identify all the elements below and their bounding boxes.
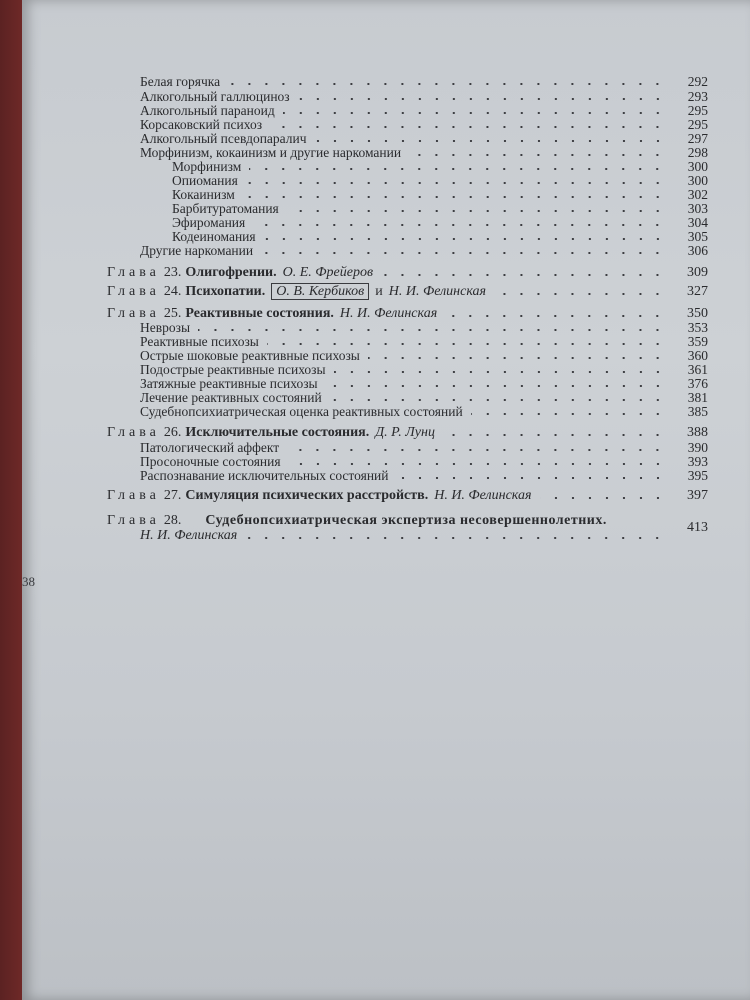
leader-dots xyxy=(264,238,666,240)
leader-dots xyxy=(381,274,666,276)
boxed-author: О. В. Кербиков xyxy=(271,283,369,300)
leader-dots xyxy=(397,477,667,479)
toc-entry: Просоночные состояния 393 xyxy=(140,454,708,469)
toc-entry: Морфинизм, кокаинизм и другие наркомании 298 xyxy=(140,145,708,160)
leader-dots xyxy=(368,357,666,359)
leader-dots xyxy=(261,252,666,254)
toc-entry: Опиомания 300 xyxy=(172,173,708,188)
leader-dots xyxy=(270,126,666,128)
toc-entry: Алкогольный псевдопаралич 297 xyxy=(140,131,708,146)
leader-dots xyxy=(540,497,666,499)
leader-dots xyxy=(289,463,666,465)
leader-dots xyxy=(245,537,666,539)
toc-entry: Неврозы 353 xyxy=(140,320,708,335)
leader-dots xyxy=(494,293,666,295)
table-of-contents xyxy=(22,0,750,1000)
toc-entry: Кокаинизм 302 xyxy=(172,187,708,202)
leader-dots xyxy=(246,182,666,184)
page-number: 38 xyxy=(22,574,35,589)
toc-entry: Белая горячка 292 xyxy=(140,74,708,89)
leader-dots xyxy=(334,371,666,373)
toc-entry: Алкогольный галлюциноз 293 xyxy=(140,89,708,104)
toc-entry: Эфиромания 304 xyxy=(172,215,708,230)
leader-dots xyxy=(443,434,666,436)
toc-entry: Острые шоковые реактивные психозы 360 xyxy=(140,348,708,363)
chapter-entry: Глава 28. Судебнопсихиатрическая экспертиза несовершеннолетних. xyxy=(107,513,607,528)
leader-dots xyxy=(228,83,666,85)
toc-entry: Реактивные психозы 359 xyxy=(140,334,708,349)
toc-entry: Барбитуратомания 303 xyxy=(172,201,708,216)
toc-entry: Алкогольный параноид 295 xyxy=(140,103,708,118)
leader-dots xyxy=(445,315,666,317)
toc-entry: Затяжные реактивные психозы 376 xyxy=(140,376,708,391)
leader-dots xyxy=(287,210,666,212)
toc-entry: Патологический аффект 390 xyxy=(140,440,708,455)
toc-entry: Корсаковский психоз 295 xyxy=(140,117,708,132)
toc-entry: Подострые реактивные психозы 361 xyxy=(140,362,708,377)
leader-dots xyxy=(287,449,666,451)
toc-entry: Морфинизм 300 xyxy=(172,159,708,174)
toc-entry: Другие наркомании 306 xyxy=(140,243,708,258)
leader-dots xyxy=(198,329,666,331)
leader-dots xyxy=(409,154,666,156)
leader-dots xyxy=(249,168,666,170)
chapter-entry-continued: Н. И. Фелинская 413 xyxy=(140,520,708,543)
chapter-entry: Глава 24. Психопатии. О. В. Кербиков и Н. И. Фелинская 327 xyxy=(107,284,708,299)
chapter-entry: Глава 26. Исключительные состояния. Д. Р. Лунц 388 xyxy=(107,425,708,440)
toc-entry: Кодеиномания 305 xyxy=(172,229,708,244)
chapter-entry: Глава 25. Реактивные состояния. Н. И. Фелинская 350 xyxy=(107,306,708,321)
toc-entry: Судебнопсихиатрическая оценка реактивных состояний 385 xyxy=(140,404,708,419)
chapter-entry: Глава 23. Олигофрении. О. Е. Фрейеров 309 xyxy=(107,265,708,280)
leader-dots xyxy=(298,98,666,100)
leader-dots xyxy=(330,399,666,401)
leader-dots xyxy=(283,112,666,114)
leader-dots xyxy=(243,196,666,198)
toc-entry: Лечение реактивных состояний 381 xyxy=(140,390,708,405)
leader-dots xyxy=(253,224,666,226)
chapter-entry: Глава 27. Симуляция психических расстройств. Н. И. Фелинская 397 xyxy=(107,488,708,503)
leader-dots xyxy=(315,140,666,142)
leader-dots xyxy=(267,343,666,345)
toc-entry: Распознавание исключительных состояний 395 xyxy=(140,468,708,483)
leader-dots xyxy=(471,413,666,415)
leader-dots xyxy=(326,385,666,387)
book-page xyxy=(22,0,750,1000)
